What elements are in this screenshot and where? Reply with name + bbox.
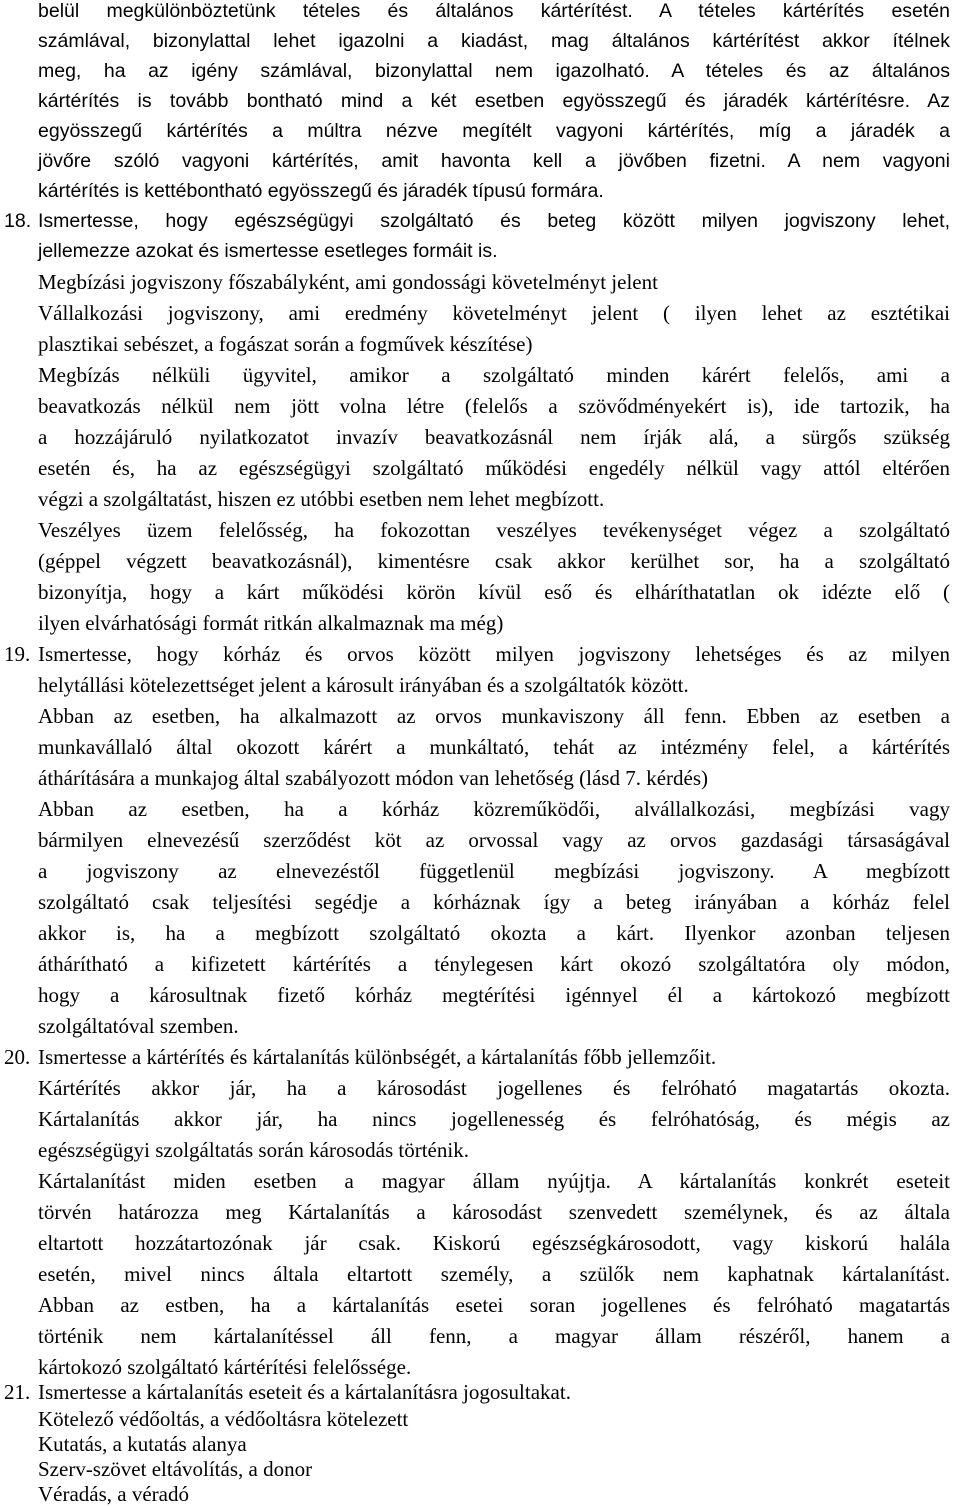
answer-line: bizonyítja, hogy a kárt működési körön kívül eső és elháríthatatlan ok idézte elő ( (38, 580, 950, 604)
answer-line: Szerv-szövet eltávolítás, a donor (38, 1457, 313, 1481)
answer-line: kártokozó szolgáltató kártérítési felelőssége. (38, 1355, 412, 1379)
answer-line: szolgáltató csak teljesítési segédje a kórháznak így a beteg irányában a kórház felel (38, 890, 950, 914)
answer-line: Vállalkozási jogviszony, ami eredmény követelményt jelent ( ilyen lehet az esztétikai (38, 301, 950, 325)
answer-line: Kutatás, a kutatás alanya (38, 1432, 247, 1456)
answer-line: egészségügyi szolgáltatás során károsodás történik. (38, 1138, 469, 1162)
text-line: számlával, bizonylattal lehet igazolni a kiadást, mag általános kártérítést akkor ítélnek (38, 30, 950, 52)
text-line: kártérítés is tovább bontható mind a két esetben egyösszegű és járadék kártérítésre. Az (38, 90, 950, 112)
answer-line: Veszélyes üzem felelősség, ha fokozottan veszélyes tevékenységet végez a szolgáltató (38, 518, 950, 542)
question-text: Ismertesse, hogy egészségügyi szolgáltató és beteg között milyen jogviszony lehet, (38, 210, 950, 232)
answer-line: történik nem kártalanítéssel áll fenn, a magyar állam részéről, hanem a (38, 1324, 950, 1348)
answer-line: Megbízás nélküli ügyvitel, amikor a szolgáltató minden kárért felelős, ami a (38, 363, 950, 387)
question-text: Ismertesse a kártalanítás eseteit és a kártalanításra jogosultakat. (38, 1380, 571, 1404)
answer-line: plasztikai sebészet, a fogászat során a fogművek készítése) (38, 332, 533, 356)
answer-line: szolgáltatóval szemben. (38, 1014, 239, 1038)
answer-line: végzi a szolgáltatást, hiszen ez utóbbi esetben nem lehet megbízott. (38, 487, 605, 511)
question-number: 21. (4, 1380, 31, 1404)
answer-line: törvén határozza meg Kártalanítás a károsodást szenvedett személynek, és az általa (38, 1200, 950, 1224)
answer-line: Abban az esetben, ha alkalmazott az orvos munkaviszony áll fenn. Ebben az esetben a (38, 704, 950, 728)
answer-line: áthárítására a munkajog által szabályozott módon van lehetőség (lásd 7. kérdés) (38, 766, 709, 790)
question-number: 18. (4, 210, 32, 232)
answer-line: a jogviszony az elnevezéstől függetlenül megbízási jogviszony. A megbízott (38, 859, 950, 883)
text-line: meg, ha az igény számlával, bizonylattal nem igazolható. A tételes és az általános (38, 60, 950, 82)
answer-line: esetén, mivel nincs általa eltartott személy, a szülők nem kaphatnak kártalanítást. (38, 1262, 950, 1286)
question-text: Ismertesse, hogy kórház és orvos között milyen jogviszony lehetséges és az milyen (38, 642, 950, 666)
answer-line: Megbízási jogviszony főszabályként, ami gondossági követelményt jelent (38, 270, 658, 294)
question-text: jellemezze azokat és ismertesse esetleges formáit is. (38, 240, 498, 262)
answer-line: hogy a károsultnak fizető kórház megtérítési igénnyel él a kártokozó megbízott (38, 983, 950, 1007)
answer-line: munkavállaló által okozott kárért a munkáltató, tehát az intézmény felel, a kártérítés (38, 735, 950, 759)
answer-line: esetén és, ha az egészségügyi szolgáltató működési engedély nélkül vagy attól eltérően (38, 456, 950, 480)
answer-line: Abban az estben, ha a kártalanítás esetei soran jogellenes és felróható magatartás (38, 1293, 950, 1317)
answer-line: a hozzájáruló nyilatkozatot invazív beavatkozásnál nem írják alá, a sürgős szükség (38, 425, 950, 449)
answer-line: Kártalanítás akkor jár, ha nincs jogellenesség és felróhatóság, és mégis az (38, 1107, 950, 1131)
text-line: jövőre szóló vagyoni kártérítés, amit havonta kell a jövőben fizetni. A nem vagyoni (38, 150, 950, 172)
text-line: kártérítés is kettébontható egyösszegű és járadék típusú formára. (38, 180, 604, 202)
answer-line: Abban az esetben, ha a kórház közreműködői, alvállalkozási, megbízási vagy (38, 797, 950, 821)
text-line: belül megkülönböztetünk tételes és általános kártérítést. A tételes kártérítés esetén (38, 0, 950, 22)
answer-line: Kötelező védőoltás, a védőoltásra kötelezett (38, 1407, 409, 1431)
question-text: helytállási kötelezettséget jelent a károsult irányában és a szolgáltatók között. (38, 673, 689, 697)
answer-line: áthárítható a kifizetett kártérítés a ténylegesen kárt okozó szolgáltatóra oly módon, (38, 952, 950, 976)
answer-line: (géppel végzett beavatkozásnál), kimentésre csak akkor kerülhet sor, ha a szolgáltató (38, 549, 950, 573)
question-number: 20. (4, 1045, 31, 1069)
answer-line: Kártérítés akkor jár, ha a károsodást jogellenes és felróható magatartás okozta. (38, 1076, 950, 1100)
answer-line: beavatkozás nélkül nem jött volna létre (felelős a szövődményekért is), ide tartozik, ha (38, 394, 950, 418)
answer-line: Véradás, a véradó (38, 1482, 189, 1506)
text-line: egyösszegű kártérítés a múltra nézve megítélt vagyoni kártérítés, míg a járadék a (38, 120, 950, 142)
question-number: 19. (4, 642, 31, 666)
question-text: Ismertesse a kártérítés és kártalanítás különbségét, a kártalanítás főbb jellemzőit. (38, 1045, 717, 1069)
answer-line: ilyen elvárhatósági formát ritkán alkalmaznak ma még) (38, 611, 504, 635)
answer-line: bármilyen elnevezésű szerződést köt az orvossal vagy az orvos gazdasági társaságával (38, 828, 950, 852)
answer-line: akkor is, ha a megbízott szolgáltató okozta a kárt. Ilyenkor azonban teljesen (38, 921, 950, 945)
answer-line: Kártalanítást miden esetben a magyar állam nyújtja. A kártalanítás konkrét eseteit (38, 1169, 950, 1193)
answer-line: eltartott hozzátartozónak jár csak. Kiskorú egészségkárosodott, vagy kiskorú halála (38, 1231, 950, 1255)
